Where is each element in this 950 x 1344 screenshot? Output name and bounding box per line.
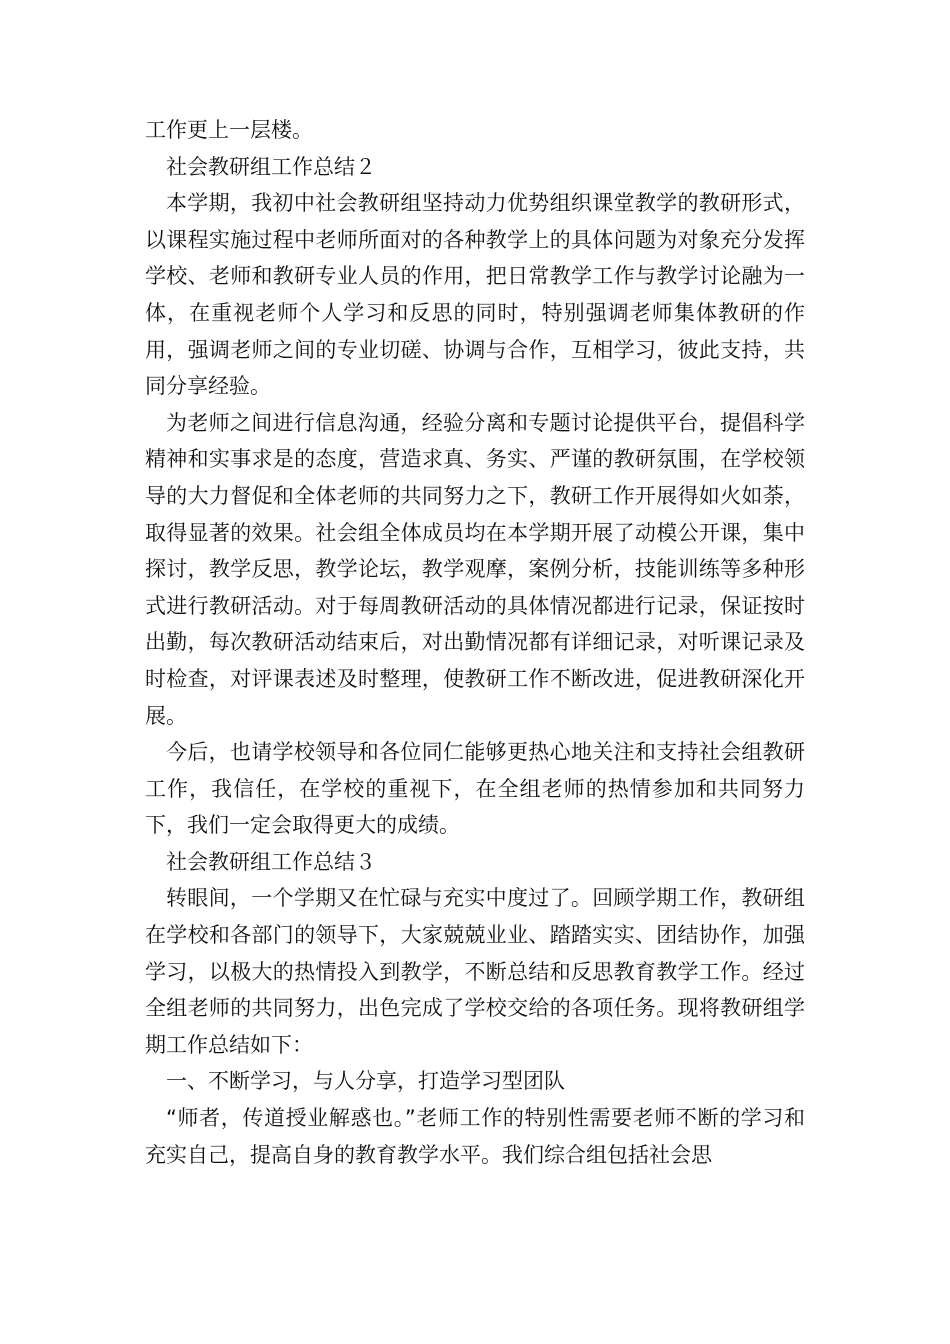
subsection-heading-learning: 一、不断学习，与人分享，打造学习型团队 [166, 1069, 565, 1094]
paragraph-teacher-quote: “师者，传道授业解惑也。”老师工作的特别性需要老师不断的学习和充实自己，提高自身的教育教学水平。我们综合组包括社会思 [145, 1106, 805, 1167]
paragraph-communication-platform: 为老师之间进行信息沟通，经验分离和专题讨论提供平台，提倡科学精神和实事求是的态度，营造求真、务实、严谨的教研氛围，在学校领导的大力督促和全体老师的共同努力之下，教研工作开展得如火如荼，取得显著的效果。社会组全体成员均在本学期开展了动模公开课，集中探讨，教学反思，教学论坛，教学观摩，案例分析，技能训练等多种形式进行教研活动。对于每周教研活动的具体情况都进行记录，保证按时出勤，每次教研活动结束后，对出勤情况都有详细记录，对听课记录及时检查，对评课表述及时整理，使教研工作不断改进，促进教研深化开展。 [145, 410, 805, 728]
paragraph-continuation: 工作更上一层楼。 [145, 118, 313, 142]
paragraph-semester-intro: 本学期，我初中社会教研组坚持动力优势组织课堂教学的教研形式，以课程实施过程中老师所面对的各种教学上的具体问题为对象充分发挥学校、老师和教研专业人员的作用，把日常教学工作与教学讨论融为一体，在重视老师个人学习和反思的同时，特别强调老师集体教研的作用，强调老师之间的专业切磋、协调与合作，互相学习，彼此支持，共同分享经验。 [145, 191, 805, 399]
paragraph-semester-review: 转眼间，一个学期又在忙碌与充实中度过了。回顾学期工作，教研组在学校和各部门的领导下，大家兢兢业业、踏踏实实、团结协作，加强学习，以极大的热情投入到教学，不断总结和反思教育教学工作。经过全组老师的共同努力，出色完成了学校交给的各项任务。现将教研组学期工作总结如下： [145, 886, 805, 1057]
document-page [145, 112, 805, 1173]
paragraph-future-outlook: 今后，也请学校领导和各位同仁能够更热心地关注和支持社会组教研工作，我信任，在学校的重视下，在全组老师的热情参加和共同努力下，我们一定会取得更大的成绩。 [145, 740, 805, 838]
section-heading-3: 社会教研组工作总结３ [166, 849, 376, 874]
section-heading-2: 社会教研组工作总结２ [166, 154, 376, 179]
